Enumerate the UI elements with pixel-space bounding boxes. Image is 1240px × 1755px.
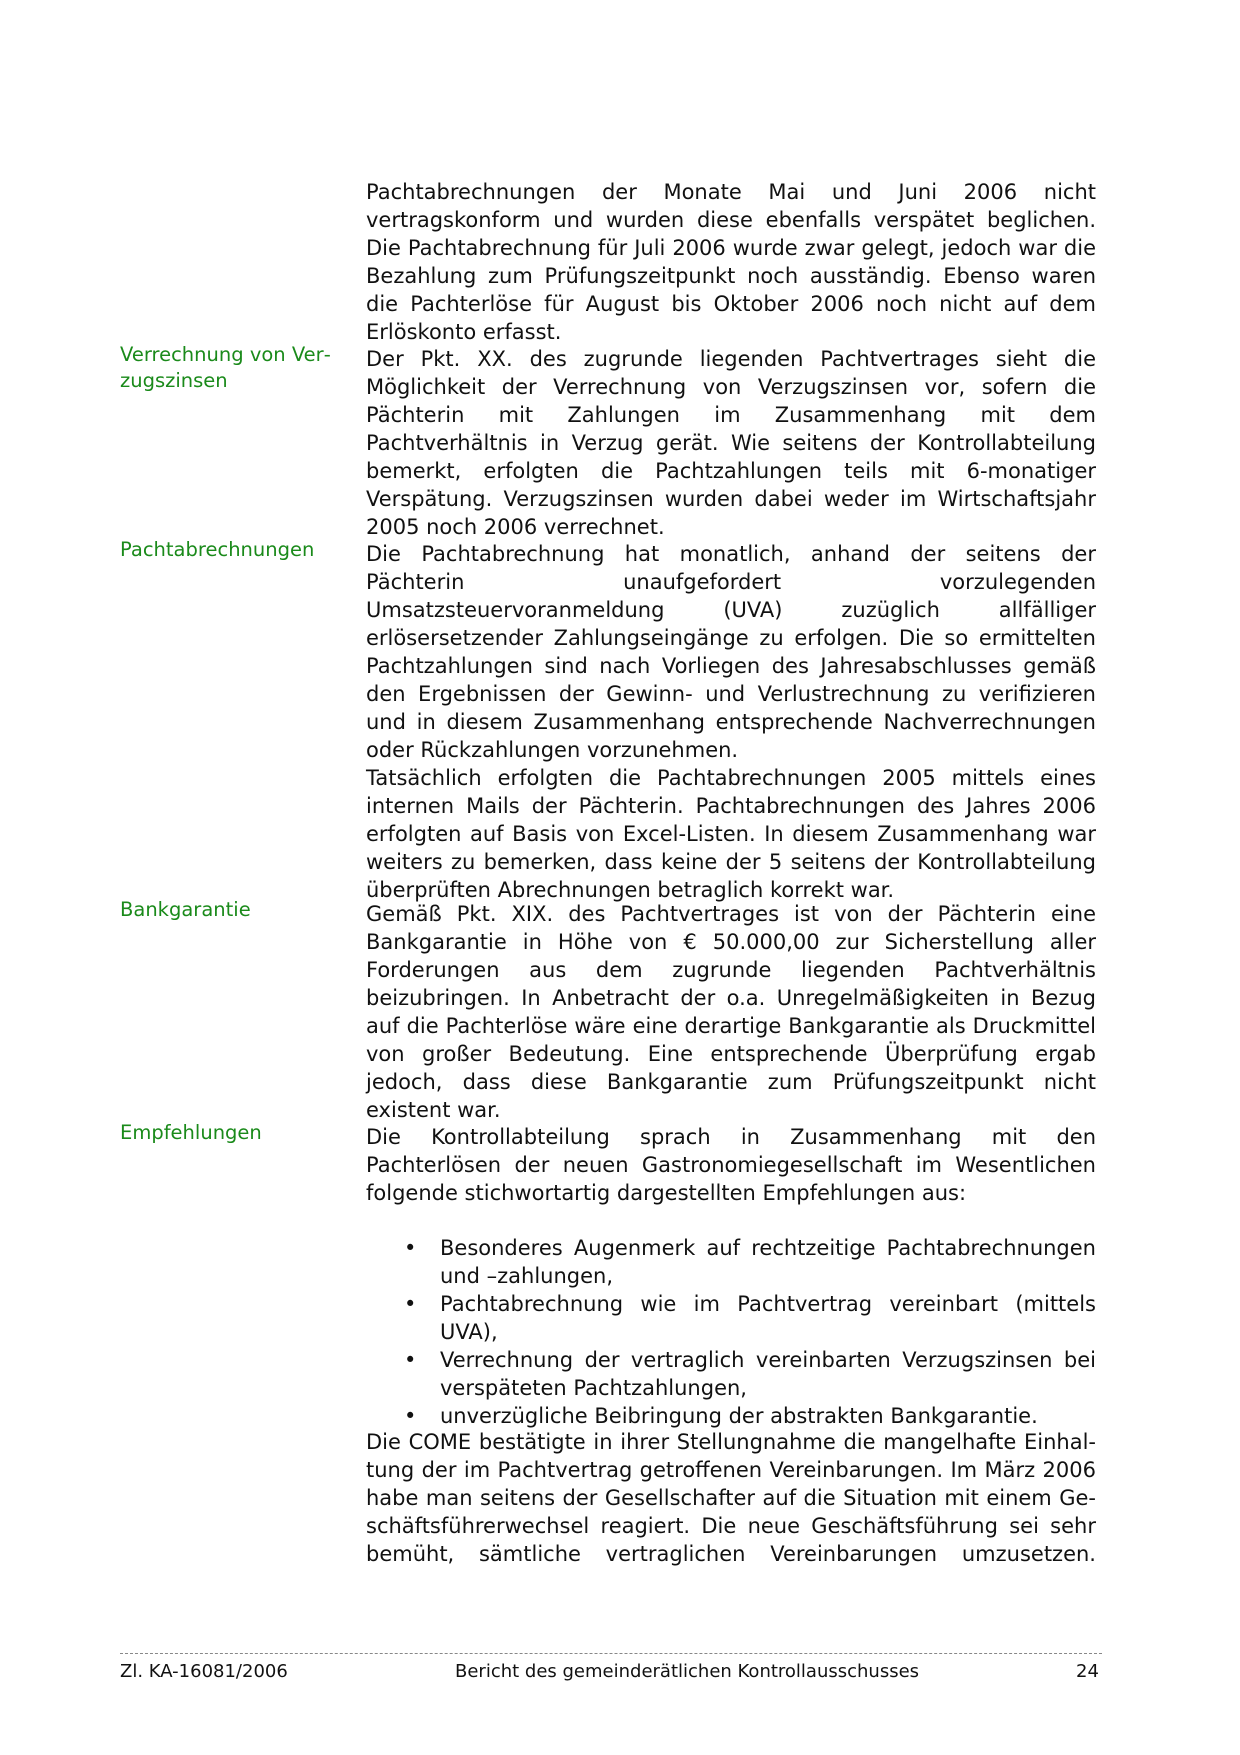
footer-page-number: 24 (1076, 1661, 1099, 1682)
margin-label-empfehlungen: Empfehlungen (120, 1121, 262, 1144)
paragraph-pachtabrechnungen: Die Pachtabrechnung hat monatlich, anhand der seitens der Pächterin unaufgefordert vorzulegenden Umsatzsteuervoranmeldung (UVA) zuzüglich allfälliger erlösersetzender Zahlungseingänge zu erfolgen. Die so ermittelten Pachtzahlungen sind nach Vorliegen des Jahresabschlusses gemäß den Ergebnissen der Gewinn- und Verlustrechnung zu verifizieren und in diesem Zusammenhang entsprechende Nachverrechnungen oder Rückzahlungen vorzunehmen. Tatsächlich erfolgten die Pachtabrechnungen 2005 mittels eines internen Mails der Pächterin. Pachtabrechnungen des Jahres 2006 erfolgten auf Basis von Excel-Listen. In diesem Zusammenhang war weiters zu bemerken, dass keine der 5 seitens der Kontrollabteilung überprüften Abrechnungen betraglich korrekt war. (366, 542, 1096, 902)
bullet-icon: • (404, 1404, 417, 1428)
paragraph-bankgarantie: Gemäß Pkt. XIX. des Pachtvertrages ist von der Pächterin eine Bankgarantie in Höhe von € 50.000,00 zur Sicherstellung aller Forderungen aus dem zugrunde liegenden Pachtverhältnis beizubringen. In Anbetracht der o.a. Unregelmäßigkeiten in Bezug auf die Pachterlöse wäre eine derartige Bankgarantie als Druckmittel von großer Bedeutung. Eine entsprechende Überprüfung ergab jedoch, dass diese Bankgarantie zum Prüfungszeitpunkt nicht existent war. (366, 902, 1096, 1122)
margin-label-verzugszinsen: Verrechnung von Verzugszinsen (120, 343, 331, 392)
bullet-icon: • (404, 1348, 417, 1372)
footer-reference: Zl. KA-16081/2006 (120, 1661, 288, 1682)
footer-title: Bericht des gemeinderätlichen Kontrollausschusses (455, 1661, 920, 1682)
paragraph-empfehlungen: Die Kontrollabteilung sprach in Zusammenhang mit den Pachterlösen der neuen Gastronomiegesellschaft im Wesentlichen folgende stichwortartig dargestellten Empfehlungen aus: (366, 1125, 1096, 1205)
list-item: • unverzügliche Beibringung der abstrakten Bankgarantie. (404, 1404, 1038, 1428)
footer-divider (120, 1653, 1102, 1654)
bullet-icon: • (404, 1236, 417, 1260)
list-item: • Verrechnung der vertraglich vereinbarten Verzugszinsen bei verspäteten Pachtzahlungen, (404, 1348, 1096, 1400)
recommendations-list (366, 1234, 1096, 1430)
list-item: • Pachtabrechnung wie im Pachtvertrag vereinbart (mittels UVA), (404, 1292, 1096, 1344)
list-item: • Besonderes Augenmerk auf rechtzeitige Pachtabrechnungen und –zahlungen, (404, 1236, 1096, 1288)
bullet-icon: • (404, 1292, 417, 1316)
margin-label-bankgarantie: Bankgarantie (120, 898, 251, 921)
intro-paragraph: Pachtabrechnungen der Monate Mai und Juni 2006 nicht vertragskonform und wurden diese ebenfalls verspätet beglichen. Die Pachtabrechnung für Juli 2006 wurde zwar gelegt, jedoch war die Bezahlung zum Prüfungszeitpunkt noch ausständig. Ebenso waren die Pachterlöse für August bis Oktober 2006 noch nicht auf dem Erlöskonto erfasst. (366, 180, 1096, 344)
paragraph-come-statement: Die COME bestätigte in ihrer Stellungnahme die mangelhafte Einhaltung der im Pachtvertrag getroffenen Vereinbarungen. Im März 2006 habe man seitens der Gesellschafter auf die Situation mit einem Geschäftsführerwechsel reagiert. Die neue Geschäftsführung sei sehr bemüht, sämtliche vertraglichen Vereinbarungen umzusetzen. (366, 1430, 1096, 1566)
margin-label-pachtabrechnungen: Pachtabrechnungen (120, 538, 315, 561)
paragraph-verzugszinsen: Der Pkt. XX. des zugrunde liegenden Pachtvertrages sieht die Möglichkeit der Verrechnung von Verzugszinsen vor, sofern die Pächterin mit Zahlungen im Zusammenhang mit dem Pachtverhältnis in Verzug gerät. Wie seitens der Kontrollabteilung bemerkt, erfolgten die Pachtzahlungen teils mit 6-monatiger Verspätung. Verzugszinsen wurden dabei weder im Wirtschaftsjahr 2005 noch 2006 verrechnet. (366, 347, 1096, 539)
